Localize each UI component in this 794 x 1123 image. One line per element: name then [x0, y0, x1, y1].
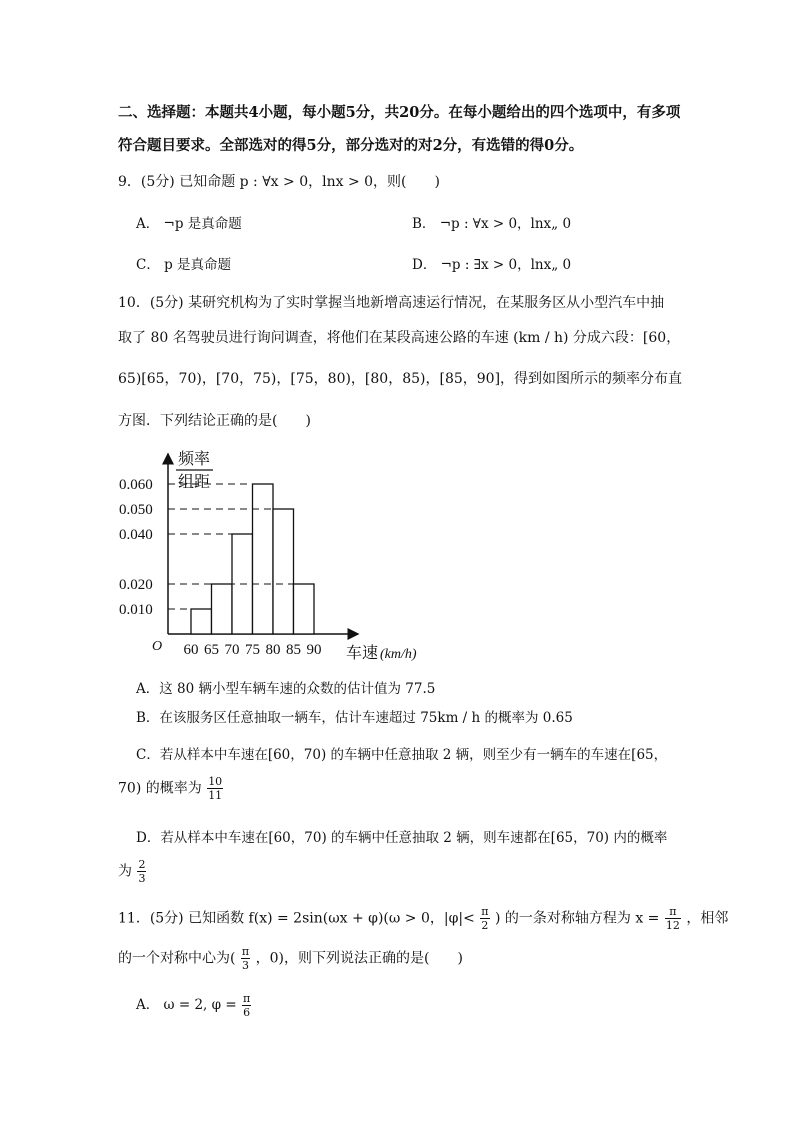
q10-option-d-line1: D．若从样本中车速在[60，70) 的车辆中任意抽取 2 辆，则车速都在[65，70) 内的概率 [136, 830, 668, 846]
y-tick-label: 0.010 [119, 602, 153, 618]
x-tick-label: 80 [265, 642, 281, 658]
fraction-denominator: 2 [481, 919, 489, 932]
x-tick-label: 60 [183, 642, 199, 658]
y-label-numerator: 频率 [177, 451, 211, 468]
fraction-numerator: π [241, 945, 250, 958]
x-tick-label: 75 [245, 642, 260, 658]
q10-option-c-prefix: 70) 的概率为 [118, 780, 202, 797]
histogram-bar [273, 509, 294, 634]
q10-option-d-line2 [118, 858, 147, 885]
q10-option-c-line2 [118, 775, 224, 802]
fraction-denominator: 3 [242, 959, 250, 972]
y-tick-label: 0.060 [119, 477, 153, 493]
q11-option-a-text: A． ω = 2, φ = [136, 997, 237, 1013]
q11-option-a [136, 992, 252, 1019]
q10-stem-line1: 10．(5分) 某研究机构为了实时掌握当地新增高速运行情况，在某服务区从小型汽车中抽 [118, 295, 665, 311]
section-heading-line2: 符合题目要求。全部选对的得5分，部分选对的对2分，有选错的得0分。 [118, 137, 584, 154]
fraction-numerator: π [242, 992, 251, 1005]
q9-option-d: D． ¬p : ∃x > 0，lnx„ 0 [412, 257, 572, 273]
fraction-denominator: 12 [665, 919, 680, 932]
section-heading-line1: 二、选择题：本题共4小题，每小题5分，共20分。在每小题给出的四个选项中，有多项 [118, 104, 681, 121]
x-tick-label: 90 [306, 642, 322, 658]
fraction-denominator: 6 [243, 1006, 251, 1019]
q10-option-d-prefix: 为 [118, 863, 132, 880]
q11-line2-part1: 的一个对称中心为( [118, 950, 236, 967]
q11-fraction-pi-over-2 [480, 905, 489, 932]
fraction-numerator: 2 [138, 858, 146, 871]
q9-option-b: B． ¬p : ∀x > 0，lnx„ 0 [412, 216, 572, 232]
y-tick-label: 0.050 [119, 502, 153, 518]
fraction-numerator: π [665, 905, 681, 919]
q10-option-d-fraction [137, 858, 146, 885]
x-axis-unit: (km/h) [380, 647, 417, 662]
q11-line2-part2: ，0)，则下列说法正确的是( ) [255, 950, 463, 967]
origin-label: O [152, 639, 163, 654]
frequency-histogram [118, 446, 438, 666]
q10-stem-line2: 取了 80 名驾驶员进行询问调查，将他们在某段高速公路的车速 (km / h) 分成六段：[60， [118, 330, 681, 346]
fraction-denominator: 11 [208, 789, 223, 802]
q11-fraction-pi-over-12 [665, 905, 681, 932]
q10-option-b: B．在该服务区任意抽取一辆车，估计车速超过 75km / h 的概率为 0.65 [136, 710, 573, 726]
histogram-bar [253, 484, 274, 634]
q11-fraction-pi-over-3 [241, 945, 250, 972]
histogram-bar [212, 584, 233, 634]
x-tick-label: 85 [286, 642, 301, 658]
q10-option-a: A．这 80 辆小型车辆车速的众数的估计值为 77.5 [136, 681, 436, 697]
q10-option-c-line1: C．若从样本中车速在[60，70) 的车辆中任意抽取 2 辆，则至少有一辆车的车速在[65， [136, 747, 668, 763]
histogram-bar [191, 609, 212, 634]
x-axis-label: 车速 [346, 645, 379, 662]
fraction-numerator: π [481, 905, 489, 918]
q11-stem-part1: 11．(5分) 已知函数 f(x) = 2sin(ωx + φ)(ω > 0，|φ|< [118, 910, 475, 927]
histogram-bar [294, 584, 315, 634]
x-tick-label: 65 [204, 642, 219, 658]
q11-stem-part3: ，相邻 [686, 910, 729, 927]
y-tick-label: 0.040 [119, 527, 153, 543]
q9-option-a: A． ¬p 是真命题 [136, 216, 242, 232]
x-tick-label: 70 [224, 642, 240, 658]
q9-stem: 9．(5分) 已知命题 p : ∀x > 0，lnx > 0，则( ) [118, 174, 440, 190]
q11-stem-part2: ) 的一条对称轴方程为 x = [494, 910, 660, 927]
y-label-denominator: 组距 [177, 474, 211, 491]
q9-option-c: C． p 是真命题 [136, 257, 232, 273]
q11-option-a-fraction [242, 992, 251, 1019]
q10-option-c-fraction [207, 775, 223, 802]
q10-stem-line3: 65)[65，70)，[70，75)，[75，80)，[80，85)，[85，90]，得到如图所示的频率分布直 [118, 371, 683, 387]
fraction-numerator: 10 [208, 775, 223, 788]
q11-stem-line2 [118, 945, 463, 972]
fraction-denominator: 3 [138, 872, 146, 885]
q11-stem-line1 [118, 905, 728, 932]
y-tick-label: 0.020 [119, 577, 153, 593]
q10-stem-line4: 方图．下列结论正确的是( ) [118, 413, 311, 429]
